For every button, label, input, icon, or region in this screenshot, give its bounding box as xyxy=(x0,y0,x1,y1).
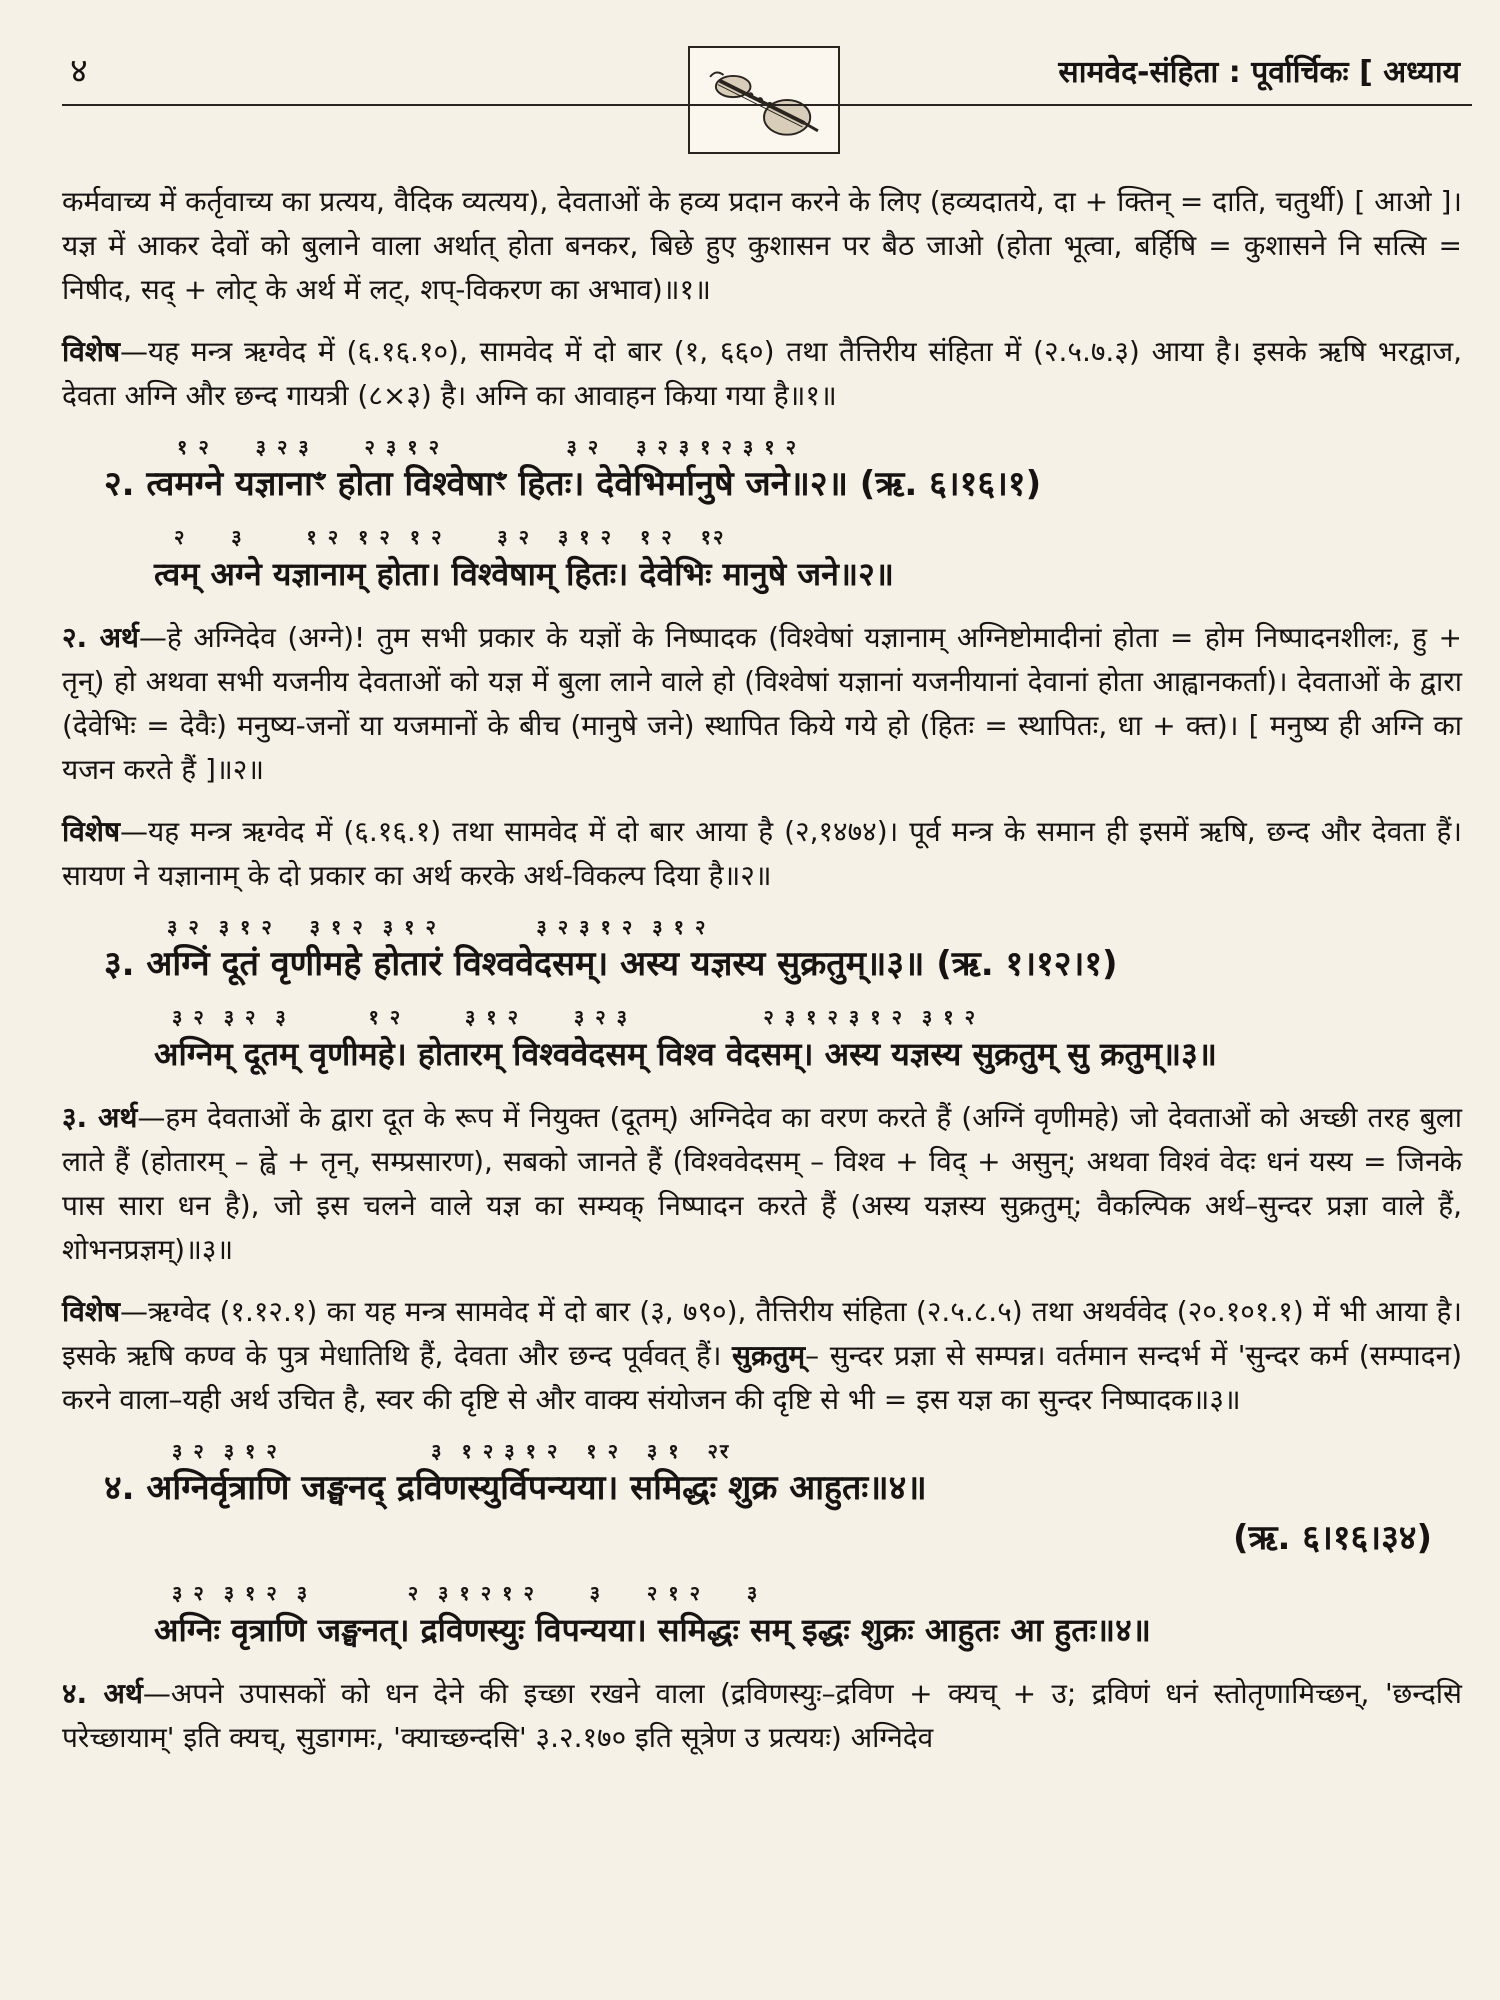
mantra-3: ३. अग्निं दूतं वृणीमहे होतारं विश्ववेदसम्। अस्य यज्ञस्य सुक्रतुम्॥३॥ (ऋ. १।१२।१) xyxy=(104,944,1118,984)
artha-2 xyxy=(62,616,1462,792)
vishesh-note-2 xyxy=(62,810,1462,898)
padapatha-4: अग्निः वृत्राणि जङ्घनत्। द्रविणस्युः विपन्यया। समिद्धः सम् इद्धः शुक्रः आहुतः आ हुतः॥४॥ xyxy=(154,1611,1151,1649)
accent-marks: १ २ ३ २ ३ २ ३ १ २ ३ २ ३ २ ३ १ २ ३ १ २ xyxy=(177,435,799,459)
paragraph-continuation: कर्मवाच्य में कर्तृवाच्य का प्रत्यय, वैदिक व्यत्यय), देवताओं के हव्य प्रदान करने के लिए (हव्यदातये, दा + क्तिन् = दाति, चतुर्थी) [ आओ ]। यज्ञ में आकर देवों को बुलाने वाला अर्थात् होता बनकर, बिछे हुए कुशासन पर बैठ जाओ (होता भूत्वा, बर्हिषि = कुशासने नि सत्सि = निषीद, सद् + लोट् के अर्थ में लट्, शप्-विकरण का अभाव)॥१॥ xyxy=(62,185,1462,306)
running-title: सामवेद-संहिता : पूर्वार्चिकः [ अध्याय xyxy=(1058,55,1460,90)
mantra-4: ४. अग्निर्वृत्राणि जङ्घनद् द्रविणस्युर्विपन्यया। समिद्धः शुक्र आहुतः॥४॥ xyxy=(104,1468,927,1508)
artha-label: २. अर्थ xyxy=(62,621,139,654)
accent-marks: ३ २ ३ १ २ ३ २ ३ १ २ १ २ ३ २ १ २ ३ xyxy=(172,1581,760,1605)
artha-text: —हे अग्निदेव (अग्ने)! तुम सभी प्रकार के यज्ञों के निष्पादक (विश्वेषां यज्ञानाम् अग्निष्टोमादीनां होता = होम निष्पादनशीलः, हु + तृन्) हो अथवा सभी यजनीय देवताओं को यज्ञ में बुला लाने वाले हो (विश्वेषां यज्ञानां यजनीयानां देवानां होता आह्वानकर्ता)। देवताओं के द्वारा (देवेभिः = देवैः) मनुष्य-जनों या यजमानों के बीच (मानुषे जने) स्थापित किये गये हो (हितः = स्थापितः, धा + क्त)। [ मनुष्य ही अग्नि का यजन करते हैं ]॥२॥ xyxy=(62,621,1462,786)
artha-label: ४. अर्थ xyxy=(62,1677,143,1710)
artha-label: ३. अर्थ xyxy=(62,1101,138,1134)
keyword: सुक्रतुम् xyxy=(732,1339,806,1372)
artha-4 xyxy=(62,1672,1462,1760)
vishesh-text: —यह मन्त्र ऋग्वेद में (६.१६.१०), सामवेद में दो बार (१, ६६०) तथा तैत्तिरीय संहिता में (२.५.७.३) आया है। इसके ऋषि भरद्वाज, देवता अग्नि और छन्द गायत्री (८×३) है। अग्नि का आवाहन किया गया है॥१॥ xyxy=(62,335,1462,412)
vishesh-text-cont: – सुन्दर प्रज्ञा से सम्पन्न। वर्तमान सन्दर्भ में 'सुन्दर कर्म (सम्पादन) करने वाला–यही अर्थ उचित है, स्वर की दृष्टि से और वाक्य संयोजन की दृष्टि से भी = इस यज्ञ का सुन्दर निष्पादक॥३॥ xyxy=(62,1339,1463,1416)
header-rule xyxy=(62,104,1472,106)
rigveda-reference: (ऋ. ६।१६।३४) xyxy=(1232,1518,1432,1558)
vishesh-text: —ऋग्वेद (१.१२.१) का यह मन्त्र सामवेद में दो बार (३, ७९०), तैत्तिरीय संहिता (२.५.८.५) तथा अथर्ववेद (२०.१०१.१) में भी आया है। इसके ऋषि कण्व के पुत्र मेधातिथि हैं, देवता और छन्द पूर्ववत् हैं। xyxy=(62,1295,1462,1372)
accent-marks: २ ३ १ २ १ २ १ २ ३ २ ३ १ २ १ २ १२ xyxy=(174,525,726,549)
padapatha-3: अग्निम् दूतम् वृणीमहे। होतारम् विश्ववेदसम् विश्व वेदसम्। अस्य यज्ञस्य सुक्रतुम् सु क्रतुम्॥३॥ xyxy=(154,1035,1217,1073)
accent-marks: ३ २ ३ १ २ ३ १ २ ३ १ २ १ २ ३ १ २र xyxy=(172,1439,731,1463)
vishesh-text: —यह मन्त्र ऋग्वेद में (६.१६.१) तथा सामवेद में दो बार आया है (२,१४७४)। पूर्व मन्त्र के समान ही इसमें ऋषि, छन्द और देवता हैं। सायण ने यज्ञानाम् के दो प्रकार का अर्थ करके अर्थ-विकल्प दिया है॥२॥ xyxy=(62,815,1462,892)
vishesh-label: विशेष xyxy=(62,1295,121,1328)
page-number: ४ xyxy=(70,51,88,91)
artha-text: —हम देवताओं के द्वारा दूत के रूप में नियुक्त (दूतम्) अग्निदेव का वरण करते हैं (अग्निं वृणीमहे) जो देवताओं को अच्छी तरह बुला लाते हैं (होतारम् – ह्वे + तृन्, सम्प्रसारण), सबको जानते हैं (विश्ववेदसम् – विश्व + विद् + असुन्; अथवा विश्वं वेदः धनं यस्य = जिनके पास सारा धन है), जो इस चलने वाले यज्ञ का सम्यक् निष्पादन करते हैं (अस्य यज्ञस्य सुक्रतुम्; वैकल्पिक अर्थ–सुन्दर प्रज्ञा वाले हैं, शोभनप्रज्ञम्)॥३॥ xyxy=(62,1101,1463,1266)
vishesh-note-1 xyxy=(62,330,1462,418)
vishesh-label: विशेष xyxy=(62,335,121,368)
mantra-2: २. त्वमग्ने यज्ञानाꣳ होता विश्वेषाꣳ हितः। देवेभिर्मानुषे जने॥२॥ (ऋ. ६।१६।१) xyxy=(104,464,1042,504)
padapatha-2: त्वम् अग्ने यज्ञानाम् होता। विश्वेषाम् हितः। देवेभिः मानुषे जने॥२॥ xyxy=(154,555,894,593)
vishesh-note-3 xyxy=(62,1290,1462,1422)
artha-3 xyxy=(62,1096,1462,1272)
artha-text: —अपने उपासकों को धन देने की इच्छा रखने वाला (द्रविणस्युः–द्रविण + क्यच् + उ; द्रविणं धनं स्तोतृणामिच्छन्, 'छन्दसि परेच्छायाम्' इति क्यच्, सुडागमः, 'क्याच्छन्दसि' ३.२.१७० इति सूत्रेण उ प्रत्ययः) अग्निदेव xyxy=(62,1677,1462,1754)
page-body xyxy=(62,180,1462,1760)
accent-marks: ३ २ ३ १ २ ३ १ २ ३ १ २ ३ २ ३ १ २ ३ १ २ xyxy=(167,915,708,939)
vishesh-label: विशेष xyxy=(62,815,121,848)
veena-icon xyxy=(688,46,840,154)
accent-marks: ३ २ ३ २ ३ १ २ ३ १ २ ३ २ ३ २ ३ १ २ ३ १ २ ३ १ २ xyxy=(172,1005,978,1029)
